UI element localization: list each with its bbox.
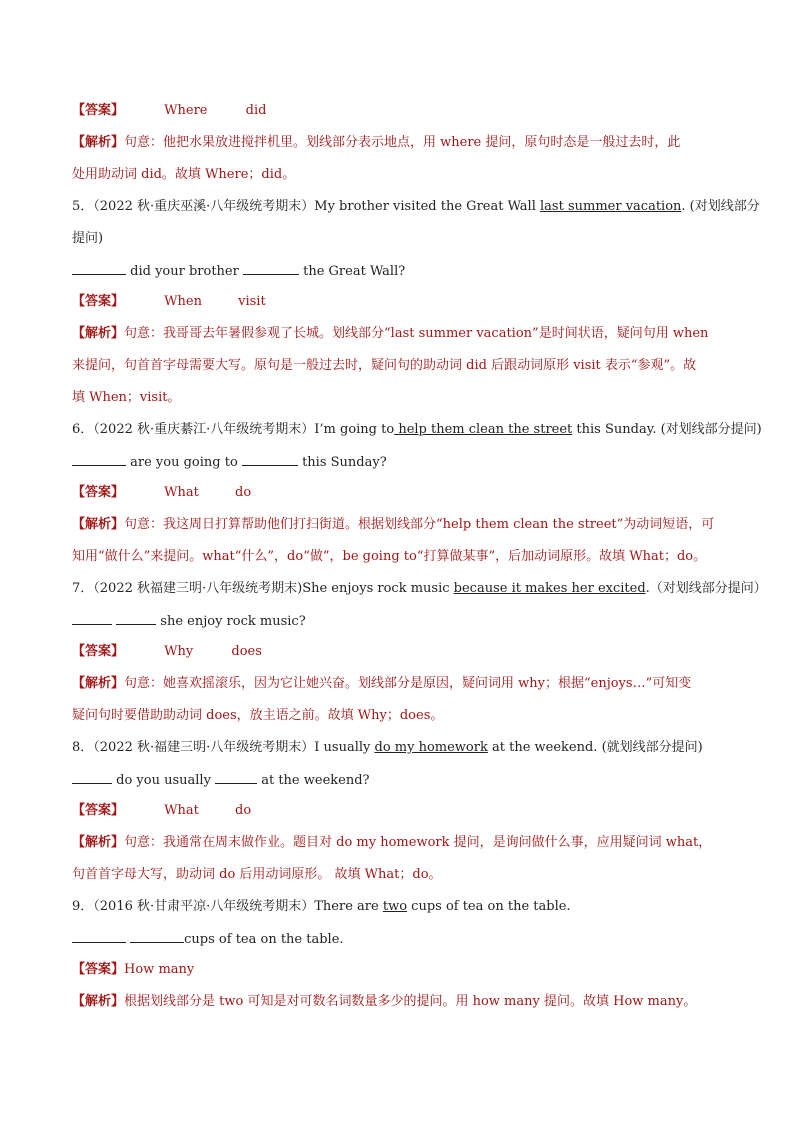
analysis-row xyxy=(72,834,734,852)
underlined-part: help them clean the street xyxy=(394,422,573,437)
answer-part: How many xyxy=(124,962,195,977)
analysis-row xyxy=(72,516,734,534)
answer-blank[interactable] xyxy=(242,453,298,466)
question-text: at the weekend. (就划线部分提问) xyxy=(487,740,703,755)
analysis-text: 根据划线部分是 two 可知是对可数名词数量多少的提问。用 how many 提问。故填 How many。 xyxy=(124,994,697,1009)
answer-blank[interactable] xyxy=(72,771,112,784)
blank-sentence xyxy=(72,262,734,281)
blank-sentence xyxy=(72,930,734,949)
question-text: . (对划线部分 xyxy=(681,199,760,214)
answer-blank[interactable] xyxy=(72,262,126,275)
question-8 xyxy=(72,739,734,757)
answer-row xyxy=(72,102,734,120)
question-text: 提问) xyxy=(72,231,104,246)
question-number: 7． xyxy=(72,581,94,596)
analysis-text: 句意：我这周日打算帮助他们打扫街道。根据划线部分“help them clean the street”为动词短语，可 xyxy=(124,517,715,532)
answer-part: do xyxy=(235,803,252,818)
blank-sentence-text: cups of tea on the table. xyxy=(184,932,344,947)
analysis-row xyxy=(72,675,734,693)
analysis-row xyxy=(72,325,734,343)
analysis-label: 【解析】 xyxy=(72,517,125,532)
analysis-text: 疑问句时要借助助动词 does，放主语之前。故填 Why；does。 xyxy=(72,708,444,723)
question-source: （2022 秋·福建三明·八年级统考期末） xyxy=(93,740,315,755)
underlined-part: because it makes her excited xyxy=(453,581,646,596)
question-number: 5． xyxy=(72,199,94,214)
question-number: 9． xyxy=(72,899,94,914)
analysis-label: 【解析】 xyxy=(72,676,125,691)
analysis-text: 句意：她喜欢摇滚乐，因为它让她兴奋。划线部分是原因，疑问词用 why；根据“enjoys…”可知变 xyxy=(124,676,692,691)
answer-blank[interactable] xyxy=(215,771,257,784)
blank-sentence-text: this Sunday? xyxy=(302,455,387,470)
question-text: this Sunday. (对划线部分提问) xyxy=(572,422,762,437)
answer-part: visit xyxy=(238,294,266,309)
answer-part: What xyxy=(164,485,199,500)
blank-sentence-text: are you going to xyxy=(130,455,238,470)
answer-row xyxy=(72,643,734,661)
question-6 xyxy=(72,421,762,439)
analysis-text: 句首首字母大写，助动词 do 后用动词原形。 故填 What；do。 xyxy=(72,867,442,882)
analysis-text: 句意：他把水果放进搅拌机里。划线部分表示地点，用 where 提问，原句时态是一般过去时，此 xyxy=(124,135,681,150)
blank-sentence xyxy=(72,453,734,472)
question-source: （2022 秋·重庆綦江·八年级统考期末） xyxy=(93,422,315,437)
answer-row xyxy=(72,802,734,820)
blank-sentence-text: she enjoy rock music? xyxy=(160,614,306,629)
analysis-text: 处用助动词 did。故填 Where；did。 xyxy=(72,167,296,182)
answer-part: When xyxy=(164,294,202,309)
answer-label: 【答案】 xyxy=(72,294,125,309)
answer-blank[interactable] xyxy=(72,453,126,466)
answer-part: do xyxy=(235,485,252,500)
answer-part: did xyxy=(245,103,267,118)
underlined-part: last summer vacation xyxy=(540,199,682,214)
answer-part: does xyxy=(231,644,262,659)
answer-part: Why xyxy=(164,644,194,659)
question-5 xyxy=(72,198,760,216)
question-source: （2022 秋·重庆巫溪·八年级统考期末） xyxy=(93,199,315,214)
question-9 xyxy=(72,898,734,916)
question-text: My brother visited the Great Wall xyxy=(314,199,541,214)
blank-sentence-text: the Great Wall? xyxy=(303,264,406,279)
answer-blank[interactable] xyxy=(116,612,156,625)
blank-sentence-text: do you usually xyxy=(116,773,211,788)
answer-row xyxy=(72,484,734,502)
analysis-label: 【解析】 xyxy=(72,326,125,341)
question-source: （2016 秋·甘肃平凉·八年级统考期末） xyxy=(93,899,315,914)
answer-blank[interactable] xyxy=(130,930,184,943)
answer-row xyxy=(72,961,734,979)
answer-label: 【答案】 xyxy=(72,962,125,977)
question-text: .（对划线部分提问） xyxy=(645,581,767,596)
question-text: cups of tea on the table. xyxy=(407,899,571,914)
question-text: There are xyxy=(314,899,383,914)
question-text: She enjoys rock music xyxy=(302,581,454,596)
analysis-text: 句意：我哥哥去年暑假参观了长城。划线部分“last summer vacation”是时间状语，疑问句用 when xyxy=(124,326,709,341)
answer-row xyxy=(72,293,734,311)
answer-label: 【答案】 xyxy=(72,803,125,818)
analysis-row xyxy=(72,993,734,1011)
question-7 xyxy=(72,580,767,598)
answer-part: Where xyxy=(164,103,208,118)
analysis-row xyxy=(72,134,734,152)
blank-sentence xyxy=(72,612,734,631)
answer-blank[interactable] xyxy=(72,612,112,625)
question-text: I’m going to xyxy=(314,422,395,437)
blank-sentence-text: at the weekend? xyxy=(261,773,370,788)
question-number: 8． xyxy=(72,740,94,755)
answer-label: 【答案】 xyxy=(72,485,125,500)
answer-blank[interactable] xyxy=(243,262,299,275)
analysis-text: 知用“做什么”来提问。what“什么”，do“做”，be going to“打算做某事”，后加动词原形。故填 What；do。 xyxy=(72,549,707,564)
analysis-label: 【解析】 xyxy=(72,835,125,850)
question-number: 6． xyxy=(72,422,94,437)
question-text: I usually xyxy=(314,740,375,755)
underlined-part: do my homework xyxy=(374,740,488,755)
answer-label: 【答案】 xyxy=(72,644,125,659)
analysis-label: 【解析】 xyxy=(72,994,125,1009)
blank-sentence-text: did your brother xyxy=(130,264,239,279)
analysis-text: 填 When；visit。 xyxy=(72,390,181,405)
underlined-part: two xyxy=(382,899,408,914)
answer-part: What xyxy=(164,803,199,818)
question-source: （2022 秋福建三明·八年级统考期末) xyxy=(93,581,303,596)
analysis-label: 【解析】 xyxy=(72,135,125,150)
analysis-text: 句意：我通常在周末做作业。题目对 do my homework 提问，是询问做什么事，应用疑问词 what， xyxy=(124,835,712,850)
answer-blank[interactable] xyxy=(72,930,126,943)
analysis-text: 来提问，句首首字母需要大写。原句是一般过去时，疑问句的助动词 did 后跟动词原形 visit 表示“参观”。故 xyxy=(72,358,697,373)
blank-sentence xyxy=(72,771,734,790)
answer-label: 【答案】 xyxy=(72,103,125,118)
